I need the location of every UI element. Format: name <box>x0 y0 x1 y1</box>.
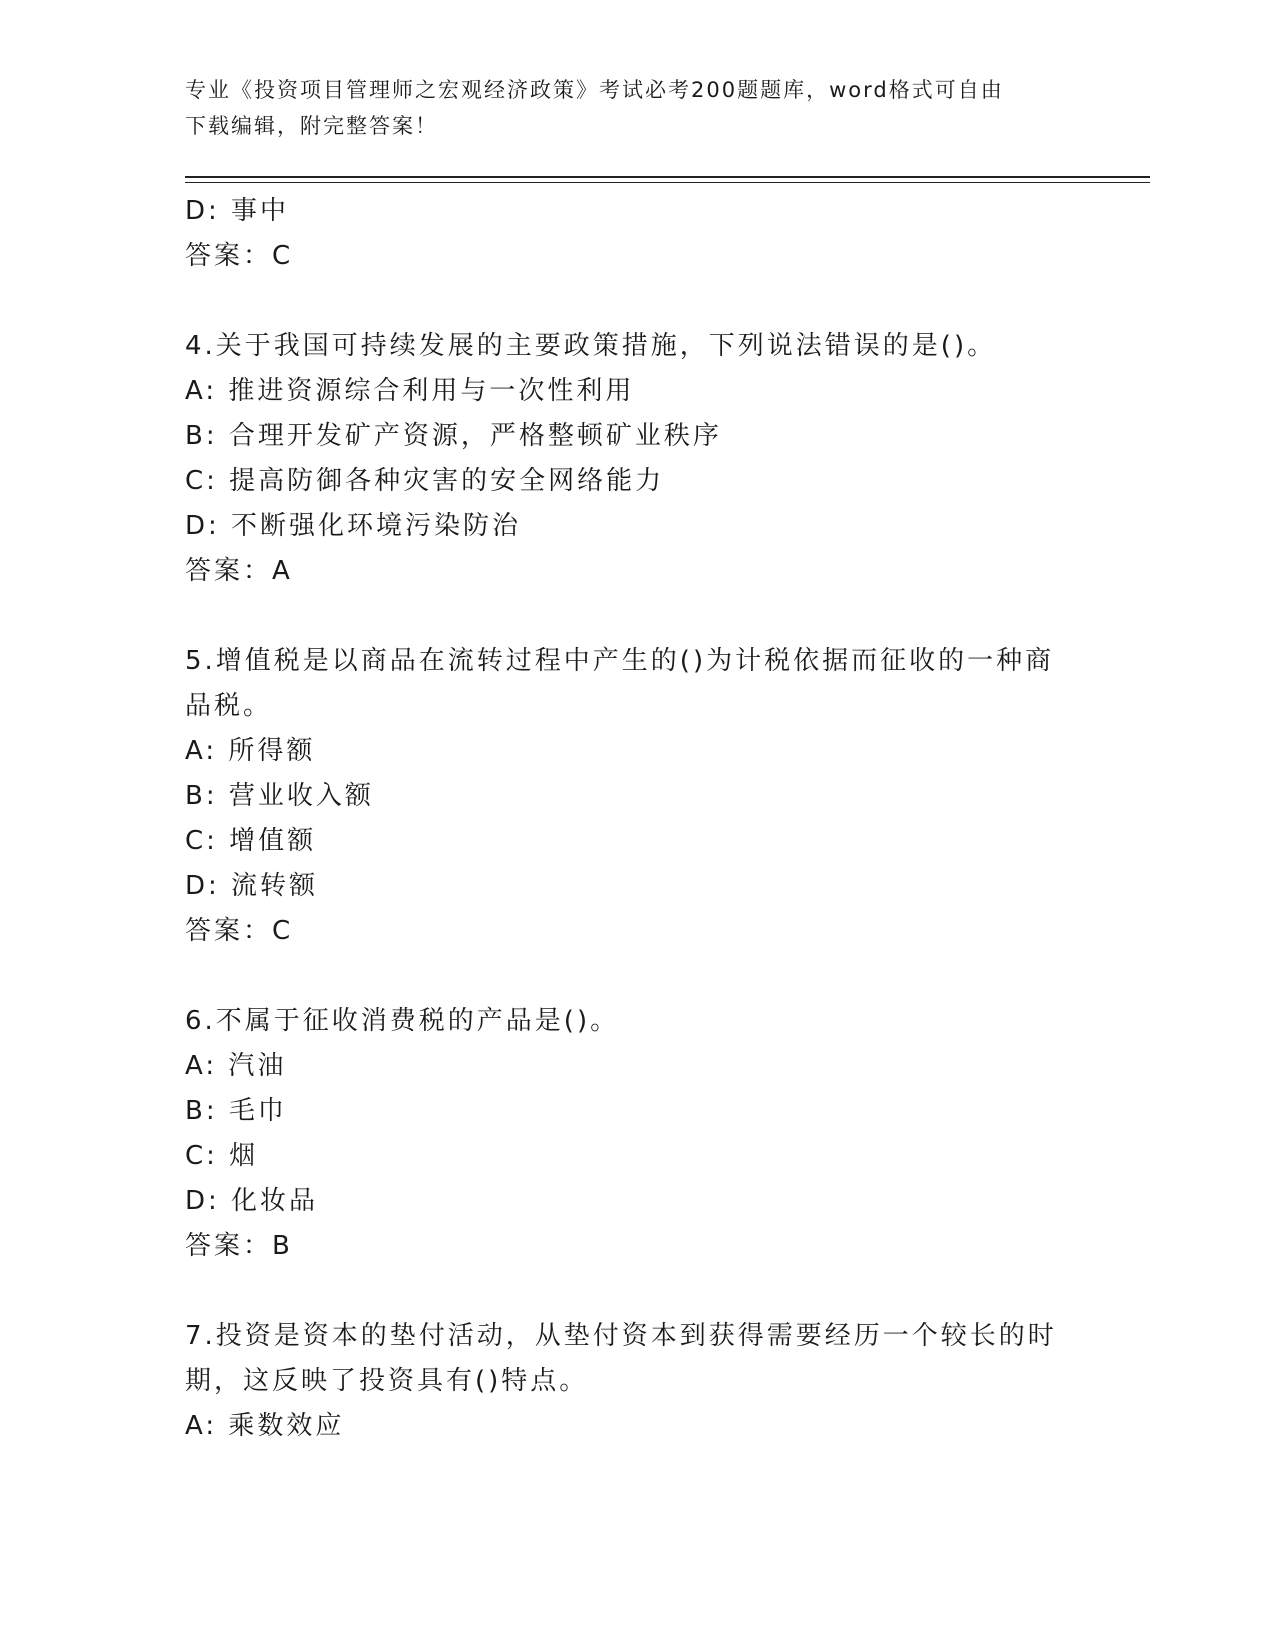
q5-stem-line-1: 5.增值税是以商品在流转过程中产生的()为计税依据而征收的一种商 <box>185 646 1055 676</box>
q3-answer: 答案：C <box>185 241 294 271</box>
q6-stem: 6.不属于征收消费税的产品是()。 <box>185 1006 620 1036</box>
q5-option-b: B: 营业收入额 <box>185 781 374 811</box>
q7-stem-line-2: 期，这反映了投资具有()特点。 <box>185 1366 589 1396</box>
q5-option-c: C: 增值额 <box>185 826 317 856</box>
q4-option-a: A: 推进资源综合利用与一次性利用 <box>185 376 635 406</box>
q6-option-b: B: 毛巾 <box>185 1096 287 1126</box>
q4-answer: 答案：A <box>185 556 293 586</box>
question-list <box>185 189 1085 1449</box>
q5-option-a: A: 所得额 <box>185 736 316 766</box>
header-line-2: 下载编辑，附完整答案！ <box>185 114 438 138</box>
q4-option-c: C: 提高防御各种灾害的安全网络能力 <box>185 466 665 496</box>
q5-stem-line-2: 品税。 <box>185 691 273 721</box>
q7-stem-line-1: 7.投资是资本的垫付活动，从垫付资本到获得需要经历一个较长的时 <box>185 1321 1057 1351</box>
spacer <box>185 279 1085 324</box>
q4-option-b: B: 合理开发矿产资源，严格整顿矿业秩序 <box>185 421 722 451</box>
spacer <box>185 594 1085 639</box>
header-divider-thin <box>185 182 1150 183</box>
q6-option-a: A: 汽油 <box>185 1051 287 1081</box>
q4-option-d: D: 不断强化环境污染防治 <box>185 511 522 541</box>
q6-option-d: D: 化妆品 <box>185 1186 319 1216</box>
q5-answer: 答案：C <box>185 916 294 946</box>
q3-option-d: D: 事中 <box>185 196 290 226</box>
header-line-1: 专业《投资项目管理师之宏观经济政策》考试必考200题题库，word格式可自由 <box>185 78 1004 102</box>
header-divider-thick <box>185 176 1150 178</box>
q6-option-c: C: 烟 <box>185 1141 259 1171</box>
spacer <box>185 1269 1085 1314</box>
spacer <box>185 954 1085 999</box>
document-header <box>185 72 1085 144</box>
q4-stem: 4.关于我国可持续发展的主要政策措施，下列说法错误的是()。 <box>185 331 997 361</box>
q7-option-a: A: 乘数效应 <box>185 1411 345 1441</box>
q6-answer: 答案：B <box>185 1231 293 1261</box>
q5-option-d: D: 流转额 <box>185 871 319 901</box>
